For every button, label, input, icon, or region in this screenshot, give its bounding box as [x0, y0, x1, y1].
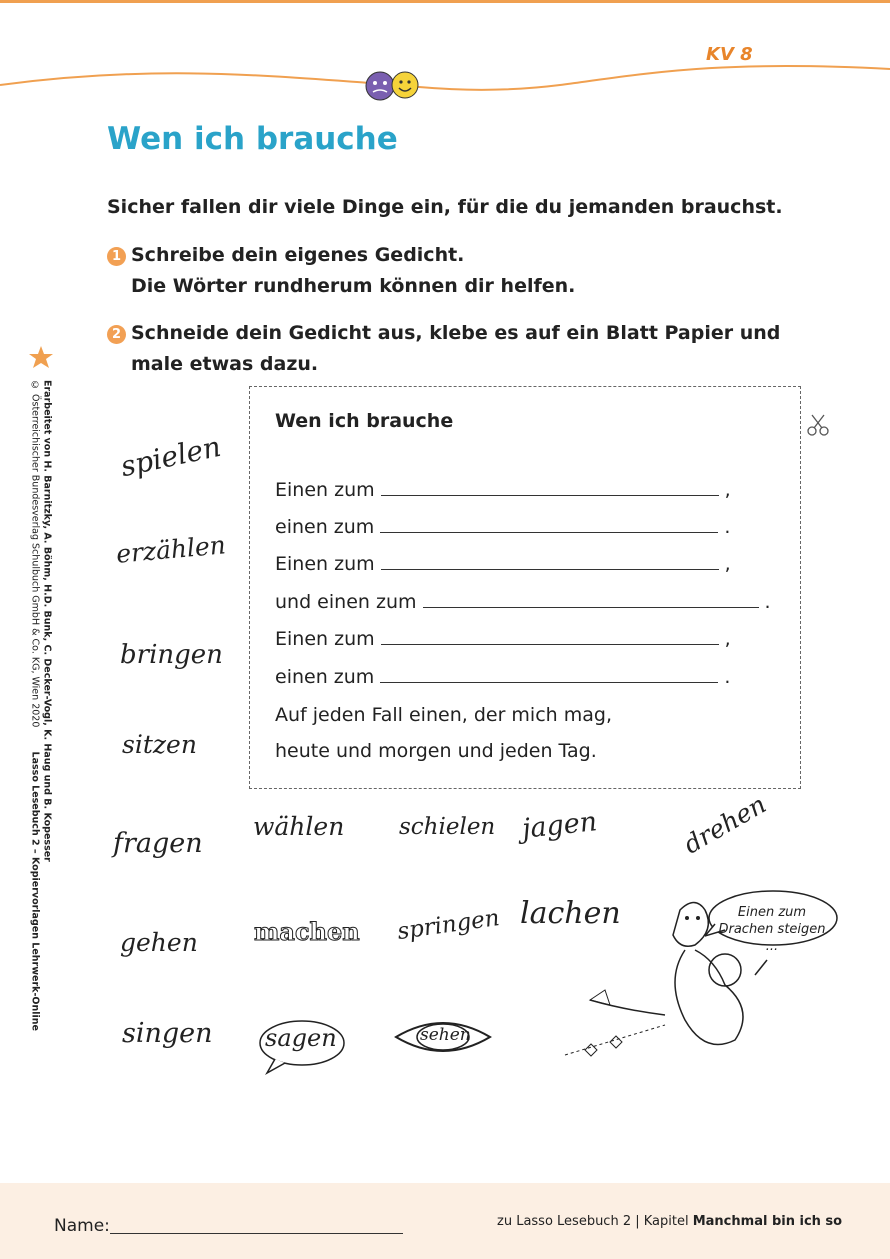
word-lachen: lachen	[520, 896, 621, 931]
task-1-line1: Schreibe dein eigenes Gedicht.	[131, 244, 465, 266]
name-label: Name:	[54, 1216, 110, 1236]
word-erzaehlen: erzählen	[114, 530, 227, 569]
emoji-faces-icon	[362, 68, 426, 104]
word-sitzen: sitzen	[122, 730, 197, 759]
intro-text: Sicher fallen dir viele Dinge ein, für die du jemanden brauchst.	[107, 196, 783, 218]
page-title: Wen ich brauche	[107, 121, 398, 157]
poem-line-1: Einen zum ,	[275, 479, 731, 501]
word-jagen: jagen	[520, 806, 599, 845]
word-fragen: fragen	[113, 828, 203, 859]
footer-source: zu Lasso Lesebuch 2 | Kapitel Manchmal bin ich so	[497, 1214, 843, 1229]
footer-chapter: Manchmal bin ich so	[692, 1214, 843, 1229]
poem-line-2: einen zum .	[275, 516, 731, 538]
word-spielen: spielen	[117, 429, 224, 484]
poem-line-5: Einen zum ,	[275, 628, 731, 650]
word-schielen: schielen	[399, 814, 496, 840]
answer-blank[interactable]	[380, 681, 718, 683]
poem-line-4: und einen zum .	[275, 591, 771, 613]
poem-title: Wen ich brauche	[275, 410, 454, 432]
task-1-line2: Die Wörter rundherum können dir helfen.	[131, 275, 576, 297]
header-wave	[0, 55, 890, 105]
sidebar-authors: Erarbeitet von H. Barnitzky, A. Böhm, H.D. Bunk, C. Decker-Vogl, K. Haug und B. Kopesser	[41, 380, 53, 862]
word-drehen: drehen	[678, 789, 771, 860]
word-bringen: bringen	[120, 640, 223, 670]
word-springen: springen	[395, 904, 502, 946]
task-number-1: 1	[107, 247, 126, 266]
sidebar-series: Lasso Lesebuch 2 – Kopiervorlagen Lehrwerk-Online	[29, 751, 41, 1031]
poem-line-6: einen zum .	[275, 666, 731, 688]
name-field[interactable]	[110, 1233, 403, 1234]
poem-closing-1: Auf jeden Fall einen, der mich mag,	[275, 704, 612, 726]
word-sagen: sagen	[265, 1024, 337, 1052]
poem-closing-2: heute und morgen und jeden Tag.	[275, 740, 597, 762]
poem-cut-box	[249, 386, 801, 789]
kv-label: KV 8	[706, 44, 753, 65]
word-waehlen: wählen	[253, 812, 345, 841]
word-singen: singen	[122, 1018, 213, 1049]
answer-blank[interactable]	[381, 494, 719, 496]
sidebar-credits	[29, 380, 53, 1031]
scissors-icon	[806, 413, 830, 437]
task-number-2: 2	[107, 325, 126, 344]
task-2-line2: male etwas dazu.	[131, 353, 319, 375]
task-1	[107, 240, 575, 302]
word-machen: machen	[254, 917, 360, 946]
answer-blank[interactable]	[381, 568, 719, 570]
task-2-line1: Schneide dein Gedicht aus, klebe es auf ein Blatt Papier und	[131, 322, 781, 344]
speech-bubble-text: Einen zum Drachen steigen ...	[718, 905, 826, 954]
top-border	[0, 0, 890, 3]
word-sehen: sehen	[420, 1025, 471, 1045]
word-gehen: gehen	[120, 928, 198, 957]
answer-blank[interactable]	[381, 643, 719, 645]
poem-line-3: Einen zum ,	[275, 553, 731, 575]
task-2	[107, 318, 780, 380]
sidebar-copyright: © Österreichischer Bundesverlag Schulbuch GmbH & Co. KG, Wien 2020 Lasso Lesebuch 2 – Kopiervorlagen Lehrwerk-Online	[29, 380, 41, 1031]
answer-blank[interactable]	[380, 531, 718, 533]
publisher-logo-icon	[28, 345, 54, 371]
answer-blank[interactable]	[423, 606, 759, 608]
